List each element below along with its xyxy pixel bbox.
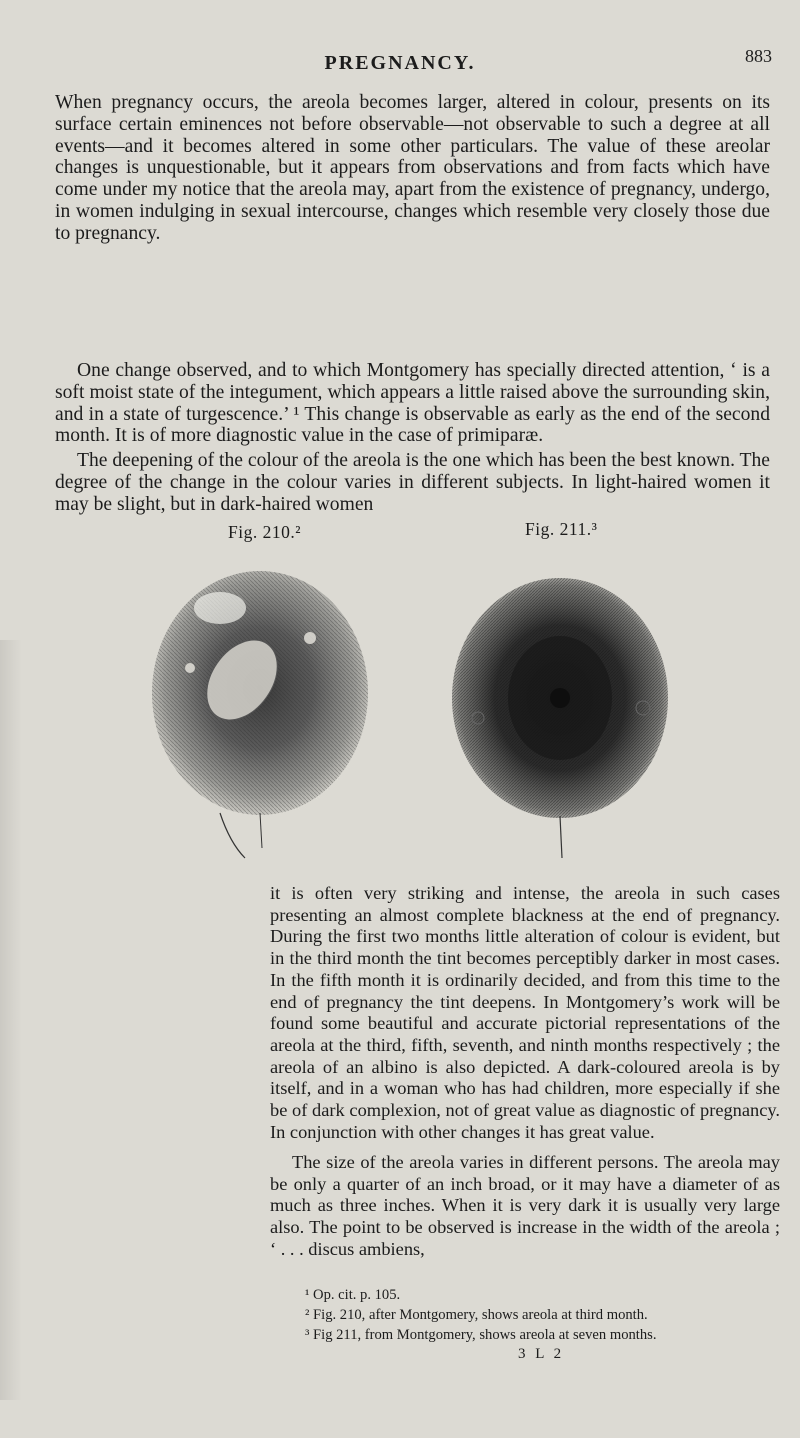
paragraph-2: One change observed, and to which Montgomery has specially directed attention, ‘ is a soft moist state of the integument, which appears a little raised above the surrounding skin, and in a state of turgescence.’ ¹ This change is observable as early as the end of the second month. It is of more diagnostic value in the case of primiparæ. — [55, 360, 770, 447]
footnotes — [305, 1285, 775, 1345]
paragraph-5: The size of the areola varies in different persons. The areola may be only a quarter of an inch broad, or it may have a diameter of as much as three inches. When it is very dark it is usually very large also. The point to be observed is increase in the width of the areola ; ‘ . . . discus ambiens, — [270, 1152, 780, 1259]
figure-210-label: Fig. 210.² — [228, 522, 301, 542]
paragraph-4: it is often very striking and intense, the areola in such cases presenting an almost complete blackness at the end of pregnancy. During the first two months little alteration of colour is evident, but in the third month the tint becomes perceptibly darker in most cases. In the fifth month it is ordinarily decided, and from this time to the end of pregnancy the tint deepens. In Montgomery’s work will be found some beautiful and accurate pictorial representations of the areola at the third, fifth, seventh, and ninth months respectively ; the areola of an albino is also depicted. A dark-coloured areola is by itself, and in a woman who has had children, more especially if she be of dark complexion, not of great value as diagnostic of pregnancy. In conjunction with other changes it has great value. — [270, 883, 780, 1142]
binding-shadow — [0, 640, 22, 1400]
paragraph-3: The deepening of the colour of the areola is the one which has been the best known. The degree of the change in the colour varies in different subjects. In light-haired women it may be slight, but in dark-haired women — [55, 450, 770, 515]
running-title: PREGNANCY. — [324, 52, 476, 74]
footnote-1: ¹ Op. cit. p. 105. — [305, 1287, 401, 1303]
footnote-2: ² Fig. 210, after Montgomery, shows areola at third month. — [305, 1307, 648, 1323]
figure-211-label: Fig. 211.³ — [525, 519, 598, 539]
paragraph-1: When pregnancy occurs, the areola becomes larger, altered in colour, presents on its surface certain eminences not before observable—not observable to such a degree at all events—and it becomes altered in some other particulars. The value of these areolar changes is unquestionable, but it appears from observations and from facts which have come under my notice that the areola may, apart from the existence of pregnancy, undergo, in women indulging in sexual intercourse, changes which resemble very closely those due to pregnancy. — [55, 92, 770, 244]
footnote-3: ³ Fig 211, from Montgomery, shows areola at seven months. — [305, 1327, 657, 1343]
areola-seventh-month-illustration — [448, 548, 673, 863]
signature-mark: 3 L 2 — [518, 1346, 565, 1362]
areola-third-month-illustration — [150, 548, 375, 863]
page-number: 883 — [745, 46, 772, 66]
